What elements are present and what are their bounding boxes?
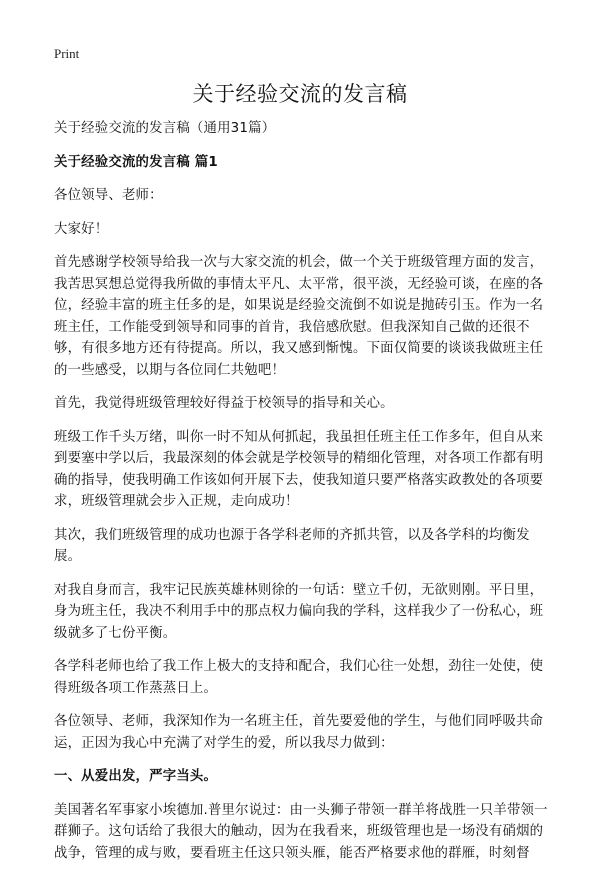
section-title: 关于经验交流的发言稿 篇1 bbox=[54, 154, 218, 170]
paragraph: 首先感谢学校领导给我一次与大家交流的机会，做一个关于班级管理方面的发言，我苦思冥想总觉得我所做的事情太平凡、太平常，很平淡，无经验可谈，在座的各位，经验丰富的班主任多的是，如果说是经验交流倒不如说是抛砖引玉。作为一名班主任，工作能受到领导和同事的首肯，我倍感欣慰。但我深知自己做的还很不够，有很多地方还有待提高。所以，我又感到惭愧。下面仅简要的谈谈我做班主任的一些感受，以期与各位同仁共勉吧！ bbox=[54, 255, 544, 378]
subheading: 一、从爱出发，严字当头。 bbox=[54, 769, 218, 784]
paragraph-salutation: 各位领导、老师： bbox=[54, 188, 163, 203]
document-subtitle: 关于经验交流的发言稿（通用31篇） bbox=[54, 121, 276, 136]
paragraph: 对我自身而言，我牢记民族英雄林则徐的一句话：壁立千仞，无欲则刚。平日里，身为班主任，我决不利用手中的那点权力偏向我的学科，这样我少了一份私心，班级就多了七份平衡。 bbox=[54, 582, 544, 641]
paragraph: 各位领导、老师，我深知作为一名班主任，首先要爱他的学生，与他们同呼吸共命运，正因为我心中充满了对学生的爱，所以我尽力做到： bbox=[54, 714, 544, 751]
paragraph: 班级工作千头万绪，叫你一时不知从何抓起，我虽担任班主任工作多年，但自从来到要塞中学以后，我最深刻的体会就是学校领导的精细化管理，对各项工作都有明确的指导，使我明确工作该如何开展下去，使我知道只要严格落实政教处的各项要求，班级管理就会步入正规，走向成功！ bbox=[54, 429, 544, 509]
paragraph: 首先，我觉得班级管理较好得益于校领导的指导和关心。 bbox=[54, 396, 394, 411]
paragraph-greeting: 大家好！ bbox=[54, 221, 109, 237]
paragraph: 美国著名军事家小埃德加.普里尔说过：由一头狮子带领一群羊将战胜一只羊带领一群狮子。这句话给了我很大的触动，因为在我看来，班级管理也是一场没有硝烟的战争，管理的成与败，要看班主任这只领头雁，能否严格要求他的群雁，时刻督 bbox=[54, 802, 548, 861]
print-label: Print bbox=[54, 46, 80, 61]
document-body bbox=[54, 118, 554, 876]
document-title: 关于经验交流的发言稿 bbox=[192, 82, 408, 106]
paragraph: 其次，我们班级管理的成功也源于各学科老师的齐抓共管，以及各学科的均衡发展。 bbox=[54, 527, 530, 564]
paragraph: 各学科老师也给了我工作上极大的支持和配合，我们心往一处想，劲往一处使，使得班级各项工作蒸蒸日上。 bbox=[54, 659, 544, 696]
